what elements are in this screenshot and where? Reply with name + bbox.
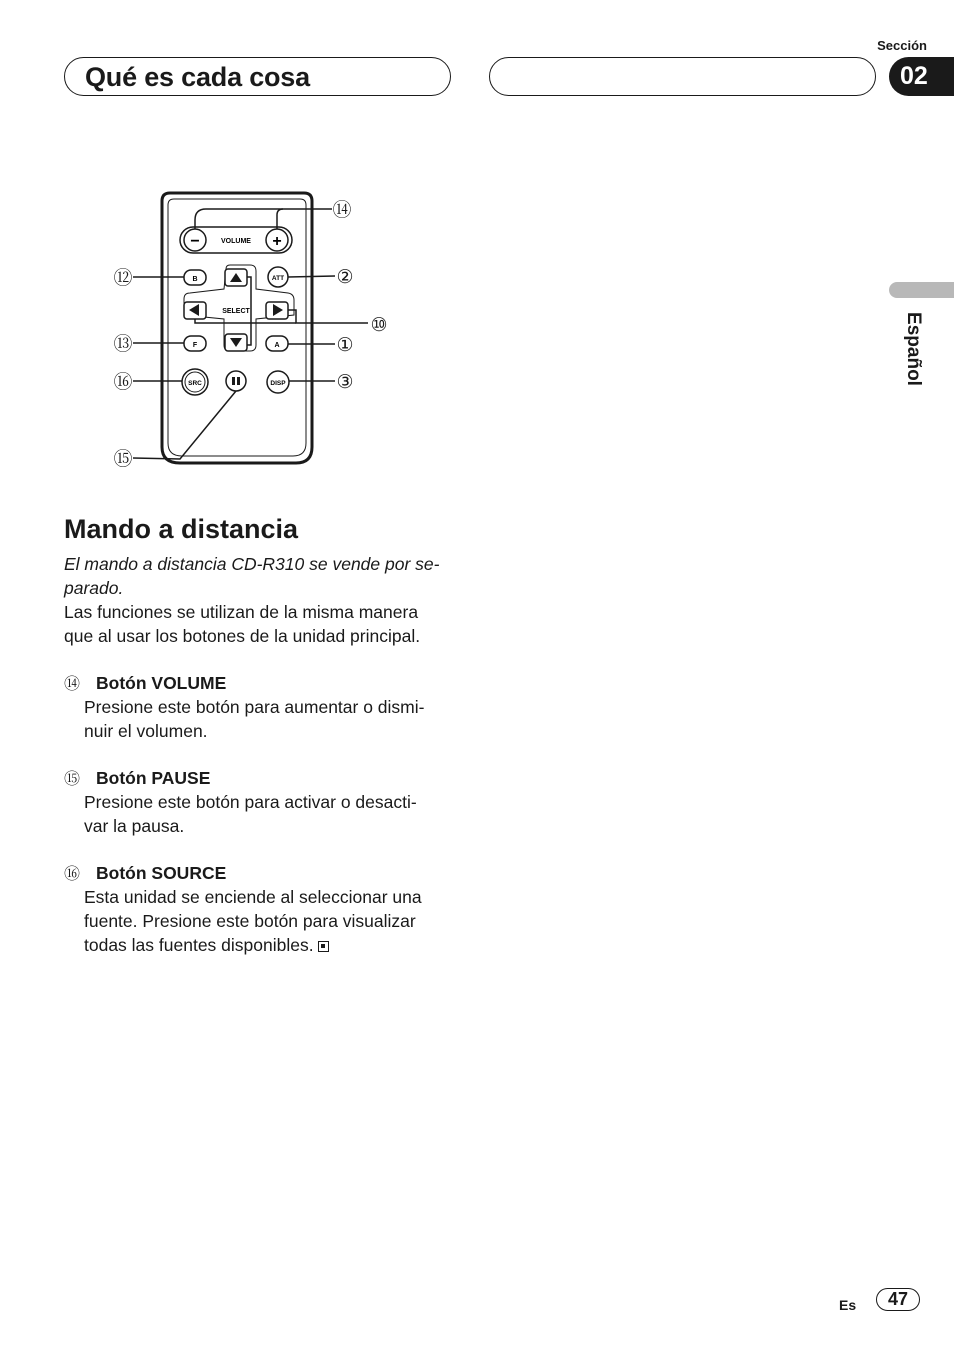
a-label: A bbox=[274, 342, 280, 349]
intro-italic-line: parado. bbox=[64, 578, 124, 598]
item-description-line: Presione este botón para activar o desacti- bbox=[84, 792, 417, 812]
item-title: Botón SOURCE bbox=[96, 863, 227, 883]
item-description bbox=[84, 695, 454, 743]
section-title: Mando a distancia bbox=[64, 514, 299, 544]
item-description bbox=[84, 790, 454, 838]
callout-1: ① bbox=[336, 335, 354, 356]
callout-16: ⑯ bbox=[113, 372, 133, 393]
item-source bbox=[64, 861, 454, 957]
pause-icon-right bbox=[237, 377, 240, 385]
section-label: Sección bbox=[877, 38, 927, 53]
language-tab-marker bbox=[889, 282, 954, 298]
volume-minus-label: − bbox=[190, 233, 200, 250]
section-number-badge: 02 bbox=[889, 57, 954, 96]
callout-15: ⑮ bbox=[113, 449, 133, 470]
disp-label: DISP bbox=[270, 380, 286, 387]
item-description-text: todas las fuentes disponibles. bbox=[84, 935, 314, 955]
item-number: ⑮ bbox=[64, 771, 81, 788]
intro-italic-paragraph bbox=[64, 552, 454, 600]
intro-line: que al usar los botones de la unidad principal. bbox=[64, 626, 421, 646]
item-number: ⑯ bbox=[64, 866, 81, 883]
callout-10: ⑩ bbox=[370, 315, 388, 336]
header-title: Qué es cada cosa bbox=[85, 62, 310, 92]
intro-line: Las funciones se utilizan de la misma manera bbox=[64, 602, 419, 622]
item-description bbox=[84, 885, 454, 957]
item-description-line: Presione este botón para aumentar o dismi- bbox=[84, 697, 425, 717]
remote-control-illustration bbox=[100, 185, 400, 470]
select-label: SELECT bbox=[222, 308, 250, 315]
intro-paragraph bbox=[64, 600, 454, 648]
end-of-section-icon bbox=[318, 941, 329, 952]
item-description-line: nuir el volumen. bbox=[84, 721, 208, 741]
callout-2: ② bbox=[336, 267, 354, 288]
callout-3: ③ bbox=[336, 372, 354, 393]
volume-label: VOLUME bbox=[221, 238, 251, 245]
src-label: SRC bbox=[188, 380, 202, 387]
item-description-line bbox=[84, 933, 454, 957]
item-pause bbox=[64, 766, 454, 838]
item-description-line: Esta unidad se enciende al seleccionar una bbox=[84, 887, 422, 907]
pause-icon-left bbox=[232, 377, 235, 385]
footer-language-code: Es bbox=[839, 1297, 857, 1313]
item-title: Botón VOLUME bbox=[96, 673, 227, 693]
att-label: ATT bbox=[271, 275, 285, 282]
header-empty-pill bbox=[489, 57, 876, 96]
pause-button bbox=[226, 371, 246, 391]
f-label: F bbox=[192, 342, 198, 349]
callout-14: ⑭ bbox=[332, 200, 352, 221]
callout-13: ⑬ bbox=[113, 334, 133, 355]
language-label: Español bbox=[903, 312, 924, 386]
item-volume bbox=[64, 671, 454, 743]
item-description-line: var la pausa. bbox=[84, 816, 185, 836]
item-description-line: fuente. Presione este botón para visualizar bbox=[84, 911, 416, 931]
intro-italic-line: El mando a distancia CD-R310 se vende por se- bbox=[64, 554, 440, 574]
item-title: Botón PAUSE bbox=[96, 768, 211, 788]
callout-12: ⑫ bbox=[113, 268, 133, 289]
header-title-pill bbox=[64, 57, 451, 96]
page-number: 47 bbox=[876, 1288, 920, 1311]
item-number: ⑭ bbox=[64, 676, 81, 693]
b-label: B bbox=[192, 276, 198, 283]
volume-plus-label: + bbox=[272, 233, 282, 250]
